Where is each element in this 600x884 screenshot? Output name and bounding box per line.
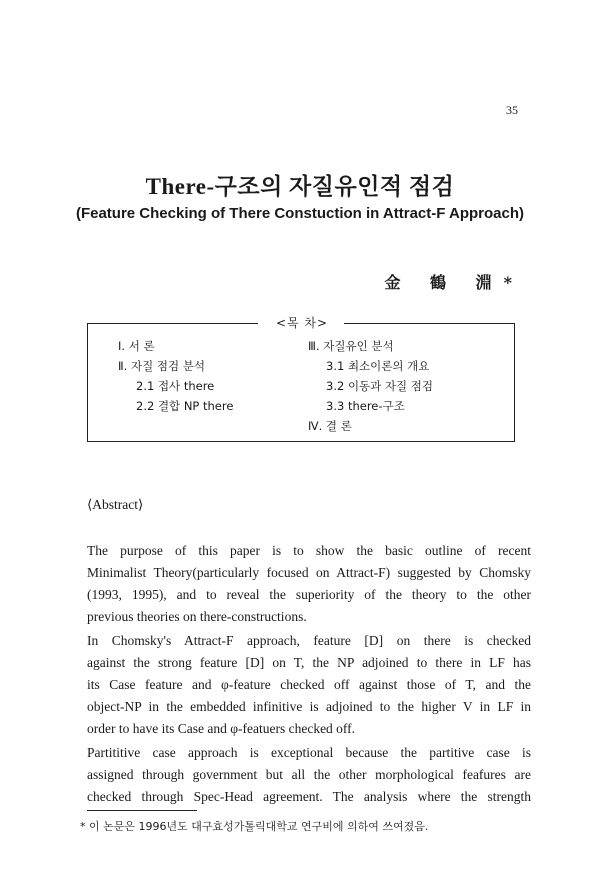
text-line: against the strong feature [D] on T, the NP adjoined to there in LF has [87, 655, 531, 670]
toc-entry: Ⅱ. 자질 점검 분석 [118, 359, 205, 373]
toc-entry: 2.1 접사 there [136, 379, 215, 393]
text-line: checked through Spec-Head agreement. The analysis where the strength [87, 789, 531, 804]
toc-entry: Ⅳ. 결 론 [308, 419, 352, 433]
toc-border-right [344, 323, 514, 324]
table-of-contents [87, 316, 515, 442]
text-line: Minimalist Theory(particularly focused on Attract-F) suggested by Chomsky [87, 565, 531, 580]
toc-entry: 3.2 이동과 자질 점검 [326, 379, 434, 393]
toc-heading: <목 차> [275, 316, 329, 330]
paper-subtitle: (Feature Checking of There Constuction in Attract-F Approach) [75, 205, 525, 222]
toc-left-column [118, 336, 233, 416]
toc-entry: 3.3 there-구조 [326, 399, 405, 413]
paragraph [87, 540, 531, 628]
abstract-label: ⟨Abstract⟩ [87, 497, 144, 512]
paragraph [87, 742, 531, 808]
abstract-body [87, 540, 531, 810]
toc-entry: Ⅰ. 서 론 [118, 339, 155, 353]
paragraph [87, 630, 531, 740]
footnote: * 이 논문은 1996년도 대구효성가톨릭대학교 연구비에 의하여 쓰여졌음. [80, 820, 429, 833]
toc-entry: 2.2 결합 NP there [136, 399, 234, 413]
text-line: assigned through government but all the other morphological feafures are [87, 767, 531, 782]
text-line: The purpose of this paper is to show the basic outline of recent [87, 543, 531, 558]
text-line: order to have its Case and φ-featuers checked off. [87, 721, 356, 736]
text-line: In Chomsky's Attract-F approach, feature [D] on there is checked [87, 633, 531, 648]
toc-entry: Ⅲ. 자질유인 분석 [308, 339, 394, 353]
toc-right-column [308, 336, 433, 436]
text-line: object-NP in the embedded infinitive is adjoined to the higher V in LF in [87, 699, 531, 714]
text-line: previous theories on there-constructions. [87, 609, 307, 624]
author-name: 金 鶴 淵* [384, 273, 524, 292]
page-number: 35 [506, 103, 518, 117]
paper-title: There-구조의 자질유인적 점검 [145, 174, 455, 199]
footnote-divider [87, 810, 197, 811]
toc-entry: 3.1 최소이론의 개요 [326, 359, 430, 373]
toc-border-left [88, 323, 258, 324]
text-line: its Case feature and φ-feature checked off against those of T, and the [87, 677, 531, 692]
text-line: Partititive case approach is exceptional because the partitive case is [87, 745, 531, 760]
text-line: (1993, 1995), and to reveal the superiority of the theory to the other [87, 587, 531, 602]
